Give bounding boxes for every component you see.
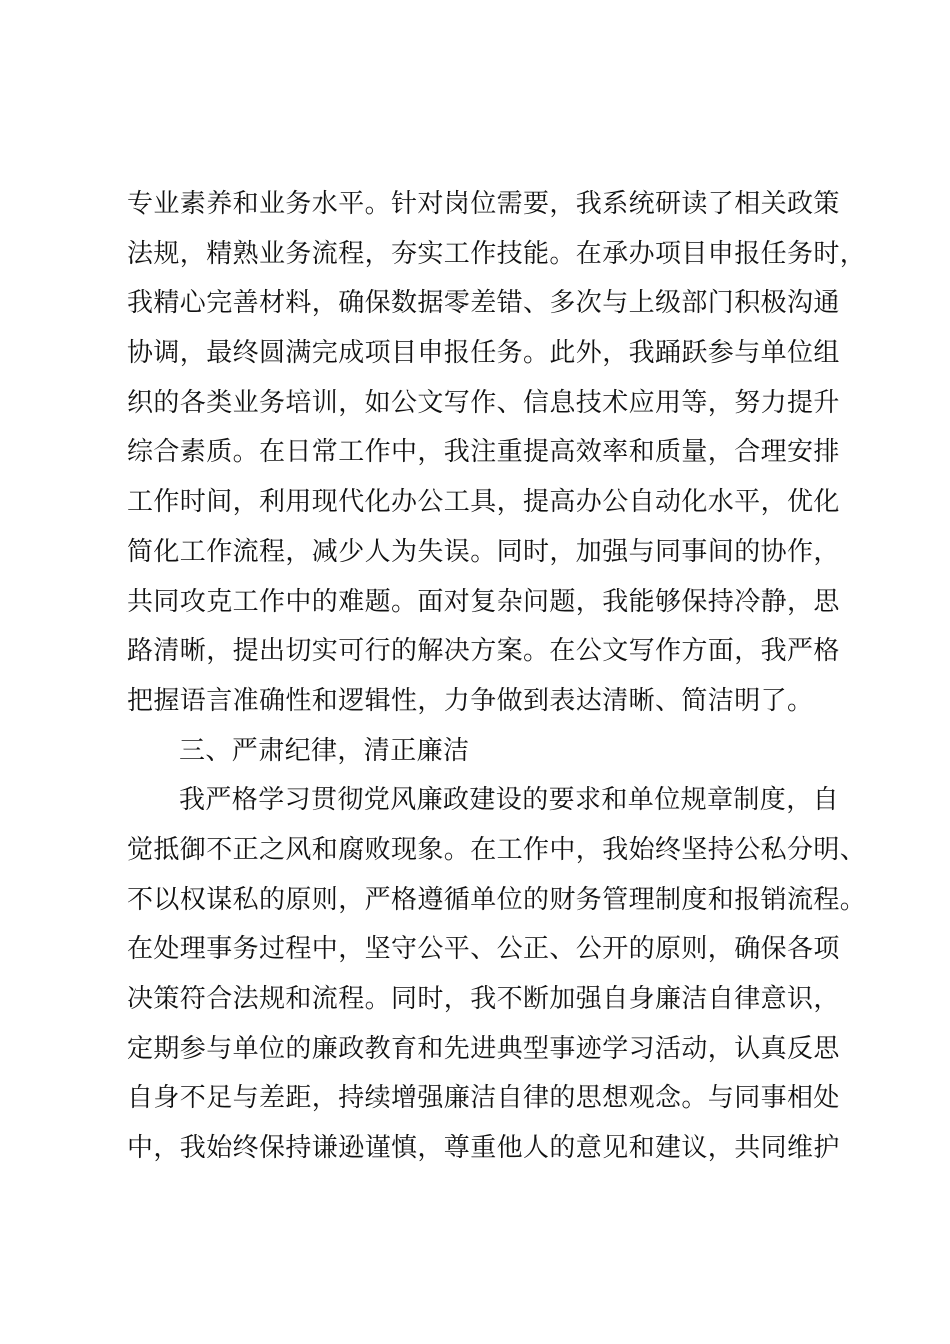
text-line: 觉抵御不正之风和腐败现象。在工作中，我始终坚持公私分明、 xyxy=(127,834,867,865)
text-line: 在处理事务过程中，坚守公平、公正、公开的原则，确保各项 xyxy=(127,934,840,965)
text-line: 综合素质。在日常工作中，我注重提高效率和质量，合理安排 xyxy=(127,437,840,468)
text-line: 路清晰，提出切实可行的解决方案。在公文写作方面，我严格 xyxy=(127,636,840,667)
text-line: 不以权谋私的原则，严格遵循单位的财务管理制度和报销流程。 xyxy=(127,884,867,915)
text-line: 法规，精熟业务流程，夯实工作技能。在承办项目申报任务时， xyxy=(127,238,867,269)
text-line: 定期参与单位的廉政教育和先进典型事迹学习活动，认真反思 xyxy=(127,1033,840,1064)
text-line: 共同攻克工作中的难题。面对复杂问题，我能够保持冷静，思 xyxy=(127,586,840,617)
text-line: 中，我始终保持谦逊谨慎，尊重他人的意见和建议，共同维护 xyxy=(127,1133,840,1164)
section-heading: 三、严肃纪律，清正廉洁 xyxy=(179,735,470,766)
text-line: 决策符合法规和流程。同时，我不断加强自身廉洁自律意识， xyxy=(127,984,840,1014)
text-line: 工作时间，利用现代化办公工具，提高办公自动化水平，优化 xyxy=(127,487,840,518)
text-line: 简化工作流程，减少人为失误。同时，加强与同事间的协作， xyxy=(127,536,840,567)
text-line: 我精心完善材料，确保数据零差错、多次与上级部门积极沟通 xyxy=(127,288,840,319)
text-line: 自身不足与差距，持续增强廉洁自律的思想观念。与同事相处 xyxy=(127,1083,840,1114)
paragraph-first-line: 我严格学习贯彻党风廉政建设的要求和单位规章制度，自 xyxy=(179,785,840,816)
text-line: 织的各类业务培训，如公文写作、信息技术应用等，努力提升 xyxy=(127,387,840,418)
text-line: 把握语言准确性和逻辑性，力争做到表达清晰、简洁明了。 xyxy=(127,685,814,716)
text-line: 专业素养和业务水平。针对岗位需要，我系统研读了相关政策 xyxy=(127,189,840,219)
text-line: 协调，最终圆满完成项目申报任务。此外，我踊跃参与单位组 xyxy=(127,338,840,369)
document-body xyxy=(127,180,867,1174)
